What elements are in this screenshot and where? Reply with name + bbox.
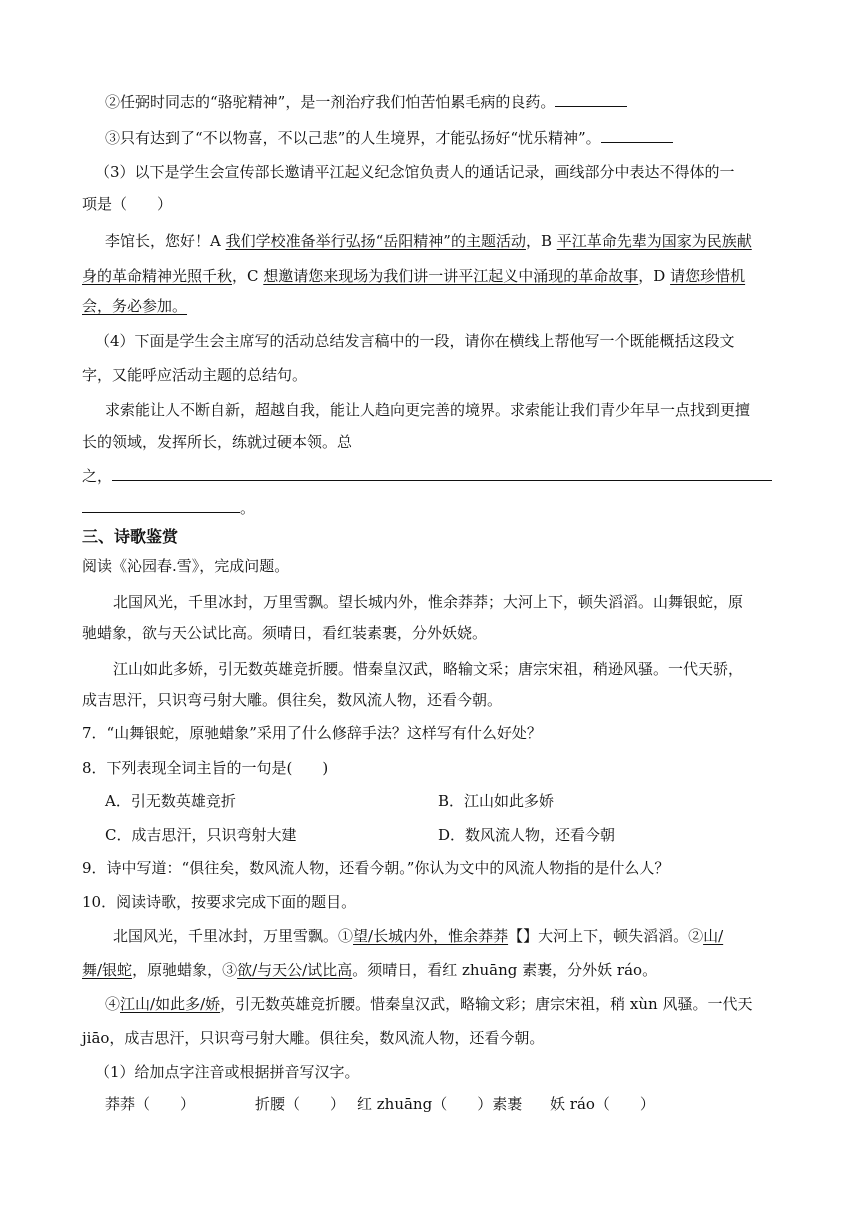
q4-stem-line1: （4）下面是学生会主席写的活动总结发言稿中的一段，请你在横线上帮他写一个既能概括这段文 bbox=[95, 332, 735, 350]
pinyin-item-2[interactable]: 折腰（ ） bbox=[255, 1095, 346, 1113]
summary-answer-blank-2[interactable] bbox=[82, 498, 240, 513]
q4-para-line1: 求索能让人不断自新，超越自我，能让人趋向更完善的境界。求索能让我们青少年早一点找到更擅 bbox=[105, 401, 751, 419]
poem-p1-line1: 北国风光，千里冰封，万里雪飘。望长城内外，惟余莽莽；大河上下，顿失滔滔。山舞银蛇，原 bbox=[113, 593, 744, 611]
summary-answer-blank[interactable] bbox=[112, 466, 772, 481]
poem-p1-line2: 驰蜡象，欲与天公试比高。须晴日，看红装素裹，分外妖娆。 bbox=[82, 624, 488, 642]
q10-poem-line2 bbox=[82, 960, 657, 980]
q10-text: 【】大河上下，顿失滔滔。② bbox=[508, 927, 704, 945]
q10-text: ，引无数英雄竞折腰。惜秦皇汉武，略输文彩；唐宗宋祖，稍 xùn 风骚。一代天 bbox=[220, 995, 753, 1013]
question-8: 8．下列表现全词主旨的一句是( ) bbox=[82, 759, 329, 777]
q3-record-line2 bbox=[82, 266, 745, 286]
q3-stem-line2: 项是（ ） bbox=[82, 195, 173, 213]
q10-underlined-3: 欲/与天公/试比高 bbox=[237, 961, 353, 979]
pinyin-item-1[interactable]: 莽莽（ ） bbox=[105, 1095, 196, 1113]
q4-prefix: 之， bbox=[82, 467, 113, 485]
q10-text: 。须晴日，看红 zhuāng 素裹，分外妖 ráo。 bbox=[352, 961, 658, 979]
q10-poem-line1 bbox=[113, 926, 723, 946]
q2-item-2-text: ②任弼时同志的“骆驼精神”，是一剂治疗我们怕苦怕累毛病的良药。 bbox=[105, 93, 556, 111]
q3-label-b: ，B bbox=[525, 232, 557, 250]
q10-sub1: （1）给加点字注音或根据拼音写汉字。 bbox=[95, 1063, 360, 1081]
q10-underlined-4: 江山/如此多/娇 bbox=[120, 995, 221, 1013]
q10-text: ④ bbox=[105, 995, 121, 1013]
q10-text: ，原驰蜡象，③ bbox=[132, 961, 238, 979]
q10-underlined-2a: 山/ bbox=[703, 927, 724, 945]
pinyin-item-4[interactable]: 妖 ráo（ ） bbox=[550, 1095, 655, 1113]
q3-option-d-part2: 会，务必参加。 bbox=[82, 297, 188, 315]
q2-item-2 bbox=[105, 92, 627, 112]
q3-label-c: ，C bbox=[232, 267, 264, 285]
q3-option-b-part1: 平江革命先辈为国家为民族献 bbox=[556, 232, 752, 250]
q4-stem-line2: 字，又能呼应活动主题的总结句。 bbox=[82, 366, 308, 384]
question-7: 7．“山舞银蛇，原驰蜡象”采用了什么修辞手法？这样写有什么好处？ bbox=[82, 724, 542, 742]
q8-option-a[interactable]: A．引无数英雄竞折 bbox=[105, 792, 236, 810]
question-10: 10．阅读诗歌，按要求完成下面的题目。 bbox=[82, 893, 357, 911]
q10-poem-line4: jiāo，成吉思汗，只识弯弓射大雕。俱往矣，数风流人物，还看今朝。 bbox=[82, 1029, 545, 1047]
q4-para-line4 bbox=[82, 498, 255, 518]
q4-para-line2: 长的领域，发挥所长，练就过硬本领。总 bbox=[82, 433, 353, 451]
q3-option-b-part2: 身的革命精神光照千秋 bbox=[82, 267, 233, 285]
q2-item-3 bbox=[105, 128, 673, 148]
answer-blank[interactable] bbox=[601, 128, 673, 143]
q8-option-c[interactable]: C．成吉思汗，只识弯射大建 bbox=[105, 826, 297, 844]
q3-greeting: 李馆长，您好！A bbox=[105, 232, 226, 250]
section-3-title: 三、诗歌鉴赏 bbox=[82, 527, 179, 546]
q2-item-3-text: ③只有达到了“不以物喜，不以己悲”的人生境界，才能弘扬好“忧乐精神”。 bbox=[105, 129, 601, 147]
q8-option-d[interactable]: D．数风流人物，还看今朝 bbox=[438, 826, 616, 844]
q10-poem-line3 bbox=[105, 994, 752, 1014]
q8-option-b[interactable]: B．江山如此多娇 bbox=[438, 792, 555, 810]
poem-p2-line2: 成吉思汗，只识弯弓射大雕。俱往矣，数风流人物，还看今朝。 bbox=[82, 691, 503, 709]
q3-option-c: 想邀请您来现场为我们讲一讲平江起义中涌现的革命故事 bbox=[263, 267, 639, 285]
q10-underlined-2b: 舞/银蛇 bbox=[82, 961, 133, 979]
question-9: 9．诗中写道：“俱往矣，数风流人物，还看今朝。”你认为文中的风流人物指的是什么人？ bbox=[82, 859, 670, 877]
q3-label-d: ，D bbox=[638, 267, 671, 285]
q3-option-d-part1: 请您珍惜机 bbox=[670, 267, 746, 285]
q3-record-line3 bbox=[82, 296, 187, 316]
poem-p2-line1: 江山如此多娇，引无数英雄竞折腰。惜秦皇汉武，略输文采；唐宗宋祖，稍逊风骚。一代天骄， bbox=[113, 660, 744, 678]
q10-underlined-1: 望/长城内外，惟余莽莽 bbox=[353, 927, 509, 945]
q10-text: 北国风光，千里冰封，万里雪飘。① bbox=[113, 927, 354, 945]
section-3-intro: 阅读《沁园春.雪》，完成问题。 bbox=[82, 557, 290, 575]
q4-para-line3 bbox=[82, 466, 772, 486]
q3-record-line1 bbox=[105, 231, 752, 251]
q3-stem-line1: （3）以下是学生会宣传部长邀请平江起义纪念馆负责人的通话记录，画线部分中表达不得体的一 bbox=[95, 163, 735, 181]
answer-blank[interactable] bbox=[555, 92, 627, 107]
q4-end-mark: 。 bbox=[240, 499, 256, 517]
q3-option-a: 我们学校准备举行弘扬“岳阳精神”的主题活动 bbox=[225, 232, 526, 250]
pinyin-item-3[interactable]: 红 zhuāng（ ）素裹 bbox=[357, 1095, 523, 1113]
